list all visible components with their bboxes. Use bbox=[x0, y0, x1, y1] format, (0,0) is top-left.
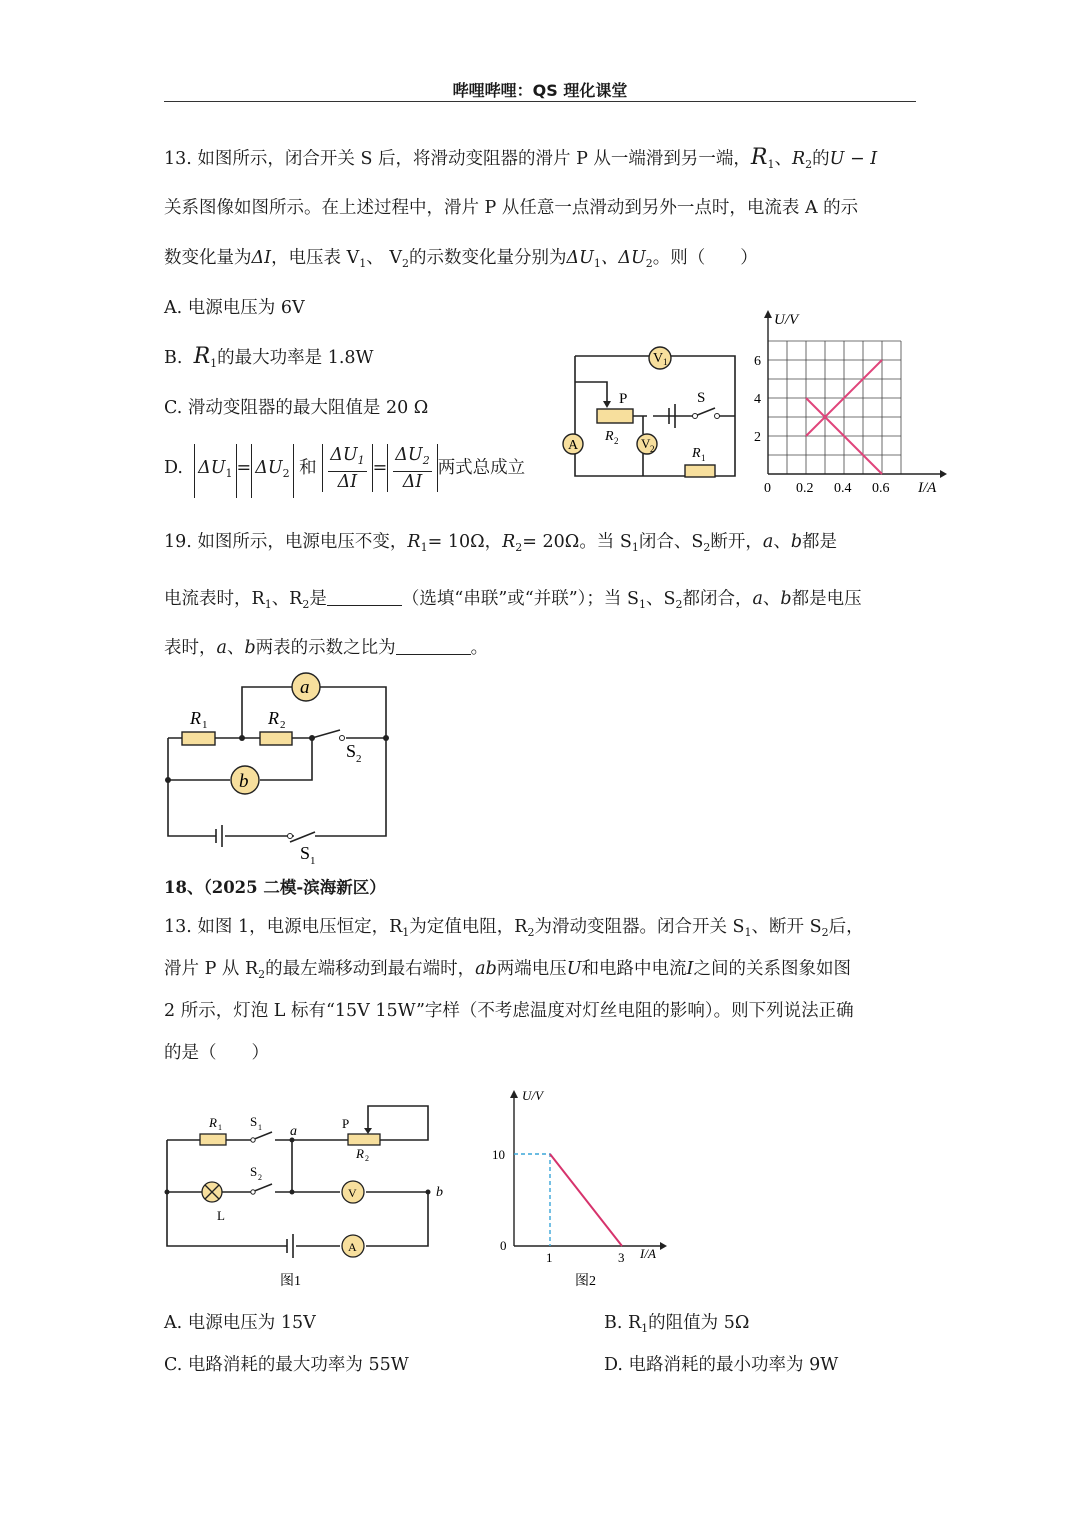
circuit1-v1-sub: 1 bbox=[663, 357, 668, 367]
q1-delta-u1: ΔU bbox=[566, 248, 594, 268]
q1-text: 和 bbox=[299, 458, 317, 478]
q3-source: 18、（2025 二模-滨海新区） bbox=[164, 878, 386, 897]
circuit2-s2-sub: 2 bbox=[356, 753, 362, 765]
q3-text: 、断开 S bbox=[751, 917, 822, 937]
q2-text: 电流表时，R bbox=[164, 589, 265, 609]
q1-option-a: A. 电源电压为 6V bbox=[164, 298, 305, 318]
q2-line2 bbox=[164, 587, 862, 617]
q2-text: 。当 S bbox=[579, 532, 632, 552]
q2-meter-b: b bbox=[780, 589, 792, 609]
answer-blank[interactable] bbox=[327, 589, 402, 606]
q2-r1: R bbox=[407, 532, 421, 552]
q2-text: 表时， bbox=[164, 638, 217, 658]
x-tick-label: 0 bbox=[500, 1238, 507, 1253]
circuit1-s: S bbox=[697, 390, 706, 406]
circuit1-r2-sub: 2 bbox=[614, 436, 619, 446]
sub: 1 bbox=[402, 926, 410, 939]
q1-text: 。则（ ） bbox=[652, 248, 758, 268]
sub: 2 bbox=[527, 926, 535, 939]
q3-line4: 的是（ ） bbox=[164, 1043, 269, 1063]
q1-r2: R bbox=[791, 149, 806, 169]
q2-text: 断开， bbox=[710, 532, 763, 552]
chart1-x-arrow bbox=[940, 470, 947, 478]
q1-line3 bbox=[164, 246, 758, 276]
chart1-y-arrow bbox=[764, 310, 772, 318]
abs-delta-u1: $\Delta U_1$ bbox=[194, 444, 236, 498]
circuit2-s1-sub: 1 bbox=[310, 855, 316, 867]
series-u-i-line bbox=[550, 1154, 622, 1246]
q3-option-d: D. 电路消耗的最小功率为 9W bbox=[604, 1355, 839, 1375]
q3-ab: ab bbox=[475, 959, 497, 979]
sub: 1 bbox=[744, 926, 752, 939]
q1-line1: 13. 如图所示，闭合开关 S 后，将滑动变阻器的滑片 P 从一端滑到另一端，$R_1$、$R_2$的U − I bbox=[164, 145, 878, 171]
circuit2-r2-sub: 2 bbox=[280, 719, 286, 731]
q3-text: 和电路中电流 bbox=[581, 959, 687, 979]
q2-text: 、 bbox=[226, 638, 245, 658]
series-dashed-guides bbox=[514, 1154, 550, 1246]
circuit1-r1-sub: 1 bbox=[701, 453, 706, 463]
q3-text: B. R bbox=[604, 1313, 642, 1333]
y-tick-label: 4 bbox=[754, 392, 761, 407]
circuit1-v2-sub: 2 bbox=[650, 444, 655, 454]
q2-text: （选填“串联”或“并联”）；当 S bbox=[401, 589, 639, 609]
x-tick-label: 1 bbox=[546, 1250, 553, 1265]
chart1-ylabel: U/V bbox=[774, 312, 799, 328]
q2-text: 、 bbox=[773, 532, 791, 552]
q1-option-b bbox=[164, 345, 374, 376]
circuit2-s1: S bbox=[300, 843, 311, 863]
x-tick-label: 3 bbox=[618, 1250, 625, 1265]
q3-i: I bbox=[686, 959, 694, 979]
sub: 2 bbox=[821, 926, 829, 939]
circuit1-v1: V bbox=[653, 351, 664, 366]
x-tick-label: 0.6 bbox=[872, 481, 890, 496]
q1-text: 的 bbox=[812, 149, 830, 169]
q1-text: 、 V bbox=[366, 248, 402, 268]
circuit3-node-a: a bbox=[290, 1124, 297, 1139]
circuit1-p: P bbox=[619, 391, 628, 407]
chart2-series bbox=[514, 1154, 622, 1246]
q1-option-d: D. $\Delta U_1 = \Delta U_2$ 和 $\frac{\Delta U_1}{\Delta I}$ = $\frac{\Delta U_2}{\Delta I}$ 两式总成立 bbox=[164, 444, 525, 498]
q1-r1: R bbox=[193, 344, 211, 369]
circuit-diagram-3 bbox=[160, 1100, 450, 1295]
circuit3-r2-sub: 2 bbox=[365, 1154, 369, 1163]
q2-text: 。 bbox=[470, 638, 489, 658]
q3-option-c: C. 电路消耗的最大功率为 55W bbox=[164, 1355, 409, 1375]
sub: 1 bbox=[631, 541, 639, 554]
circuit3-r2: R bbox=[356, 1146, 364, 1161]
circuit3-lamp: L bbox=[217, 1208, 225, 1223]
circuit2-r1-sub: 1 bbox=[202, 719, 208, 731]
sub: 1 bbox=[210, 357, 218, 370]
sub: 2 bbox=[282, 467, 290, 480]
sub: 2 bbox=[675, 598, 683, 611]
q2-r2: R bbox=[502, 532, 516, 552]
circuit1-r2: R bbox=[605, 429, 614, 444]
q3-option-b bbox=[604, 1311, 749, 1341]
q1-text: 的示数变化量分别为 bbox=[408, 248, 567, 268]
answer-blank[interactable] bbox=[396, 638, 471, 655]
fig2-label: 图2 bbox=[575, 1274, 596, 1289]
header-rule bbox=[164, 101, 916, 102]
circuit-diagram-2 bbox=[160, 670, 400, 870]
sub: 1 bbox=[359, 257, 367, 270]
q1-option-d-prefix: D. bbox=[164, 458, 183, 478]
q2-meter-a: a bbox=[216, 638, 227, 658]
sub: 1 bbox=[638, 598, 646, 611]
sub: 1 bbox=[357, 454, 365, 467]
circuit1-r1: R bbox=[692, 446, 701, 461]
x-tick-label: 0 bbox=[764, 481, 771, 496]
circuit3-s1-sub: 1 bbox=[258, 1123, 262, 1132]
abs-frac-1: $\frac{\Delta U_1}{\Delta I}$ bbox=[322, 444, 372, 492]
circuit2-meter-a: a bbox=[300, 677, 310, 698]
q2-r1-value: = 10Ω bbox=[427, 532, 485, 552]
q3-text: 的阻值为 5Ω bbox=[648, 1313, 750, 1333]
fig1-label: 图1 bbox=[280, 1274, 301, 1289]
sub: 2 bbox=[515, 541, 523, 554]
circuit2-r2: R bbox=[268, 708, 279, 728]
sub: 2 bbox=[302, 598, 310, 611]
sub: 2 bbox=[805, 158, 813, 171]
q2-r2-value: = 20Ω bbox=[522, 532, 580, 552]
q3-text: 为滑动变阻器。闭合开关 S bbox=[534, 917, 745, 937]
q1-text: 数变化量为 bbox=[164, 248, 252, 268]
q3-u: U bbox=[566, 959, 582, 979]
q1-line2: 关系图像如图所示。在上述过程中，滑片 P 从任意一点滑动到另外一点时，电流表 A 的示 bbox=[164, 198, 859, 218]
q1-text: 13. 如图所示，闭合开关 S 后，将滑动变阻器的滑片 P 从一端滑到另一端， bbox=[164, 149, 751, 169]
sub: 1 bbox=[641, 1322, 649, 1335]
q2-meter-b: b bbox=[790, 532, 803, 552]
circuit3-s2-sub: 2 bbox=[258, 1173, 262, 1182]
q2-meter-b: b bbox=[244, 638, 256, 658]
circuit3-ammeter: A bbox=[348, 1240, 357, 1254]
circuit3-node-b: b bbox=[436, 1185, 443, 1200]
q1-option-c: C. 滑动变阻器的最大阻值是 20 Ω bbox=[164, 398, 429, 418]
circuit3-s1: S bbox=[250, 1114, 258, 1129]
circuit3-voltmeter: V bbox=[348, 1186, 357, 1200]
q3-text: 滑片 P 从 R bbox=[164, 959, 259, 979]
q2-text: 、S bbox=[645, 589, 676, 609]
chart2-y-arrow bbox=[510, 1090, 518, 1098]
sub: 1 bbox=[225, 467, 233, 480]
circuit3-r1: R bbox=[209, 1115, 217, 1130]
abs-frac-2: $\frac{\Delta U_2}{\Delta I}$ bbox=[387, 444, 437, 492]
circuit2-meter-b: b bbox=[239, 771, 249, 792]
sub: 1 bbox=[593, 257, 601, 270]
sub: 2 bbox=[645, 257, 653, 270]
chart2-x-arrow bbox=[660, 1242, 667, 1250]
q1-ui: U − I bbox=[829, 149, 878, 169]
circuit1-v2: V bbox=[641, 436, 651, 451]
sub: 1 bbox=[420, 541, 428, 554]
q2-text: 19. 如图所示，电源电压不变， bbox=[164, 532, 408, 552]
q1-text: ，电压表 V bbox=[271, 248, 360, 268]
page-header: 哔哩哔哩：QS 理化课堂 bbox=[452, 81, 628, 100]
q2-line1: 19. 如图所示，电源电压不变，$R_1= 10\Omega$，$R_2= 20\Omega$。当 $S_1$闭合、$S_2$断开，a、b都是 bbox=[164, 532, 838, 554]
q1-option-b-text: 的最大功率是 1.8W bbox=[217, 348, 374, 368]
q2-meter-a: a bbox=[762, 532, 774, 552]
q2-text: 都是电压 bbox=[791, 589, 862, 609]
q2-meter-a: a bbox=[752, 589, 763, 609]
chart2-ylabel: U/V bbox=[522, 1088, 543, 1103]
q1-delta-u2: 、ΔU bbox=[600, 248, 646, 268]
circuit2-r1: R bbox=[190, 708, 201, 728]
circuit3-r1-sub: 1 bbox=[218, 1123, 222, 1132]
chart1-tick-labels bbox=[754, 354, 890, 496]
q1-option-b-prefix: B. bbox=[164, 348, 183, 368]
q2-text: 、 bbox=[762, 589, 781, 609]
circuit3-p: P bbox=[342, 1116, 350, 1131]
q3-text: 后， bbox=[828, 917, 864, 937]
circuit1-ammeter: A bbox=[568, 438, 579, 453]
q2-text: 两表的示数之比为 bbox=[255, 638, 396, 658]
chart-ui-1 bbox=[748, 306, 948, 498]
q1-r1: R bbox=[750, 145, 768, 170]
sub: 2 bbox=[703, 541, 711, 554]
abs-delta-u2: $\Delta U_2$ bbox=[251, 444, 293, 498]
y-tick-label: 6 bbox=[754, 354, 761, 369]
sub: 2 bbox=[258, 968, 266, 981]
y-tick-label: 10 bbox=[492, 1147, 505, 1162]
q2-line3 bbox=[164, 636, 488, 660]
q2-text: 、R bbox=[271, 589, 303, 609]
q3-text: 为定值电阻，R bbox=[409, 917, 528, 937]
y-tick-label: 2 bbox=[754, 430, 761, 445]
q3-text: 之间的关系图象如图 bbox=[693, 959, 851, 979]
q3-option-a: A. 电源电压为 15V bbox=[164, 1313, 316, 1333]
q3-text: 13. 如图 1，电源电压恒定，R bbox=[164, 917, 403, 937]
sub: 1 bbox=[264, 598, 272, 611]
sub: 2 bbox=[422, 454, 430, 467]
q1-text: 两式总成立 bbox=[437, 458, 526, 478]
circuit2-s2: S bbox=[346, 741, 357, 761]
x-tick-label: 0.4 bbox=[834, 481, 852, 496]
sub: 1 bbox=[767, 158, 775, 171]
chart-ui-2 bbox=[480, 1080, 680, 1295]
q3-text: 两端电压 bbox=[496, 959, 567, 979]
q2-text: 闭合、S bbox=[638, 532, 704, 552]
q3-line3: 2 所示，灯泡 L 标有“15V 15W”字样（不考虑温度对灯丝电阻的影响）。则下列说法正确 bbox=[164, 1001, 854, 1021]
q2-text: 都闭合， bbox=[682, 589, 753, 609]
circuit-diagram-1 bbox=[555, 340, 745, 490]
circuit3-s2: S bbox=[250, 1164, 258, 1179]
q2-text: 是 bbox=[309, 589, 327, 609]
q3-line1 bbox=[164, 915, 864, 945]
q3-text: 的最左端移动到最右端时， bbox=[265, 959, 476, 979]
sub: 2 bbox=[401, 257, 409, 270]
chart2-xlabel: I/A bbox=[640, 1246, 656, 1261]
chart1-xlabel: I/A bbox=[918, 480, 937, 496]
q2-text: 都是 bbox=[802, 532, 838, 552]
x-tick-label: 0.2 bbox=[796, 481, 814, 496]
q1-delta-i: ΔI bbox=[251, 248, 272, 268]
q3-line2 bbox=[164, 957, 851, 987]
